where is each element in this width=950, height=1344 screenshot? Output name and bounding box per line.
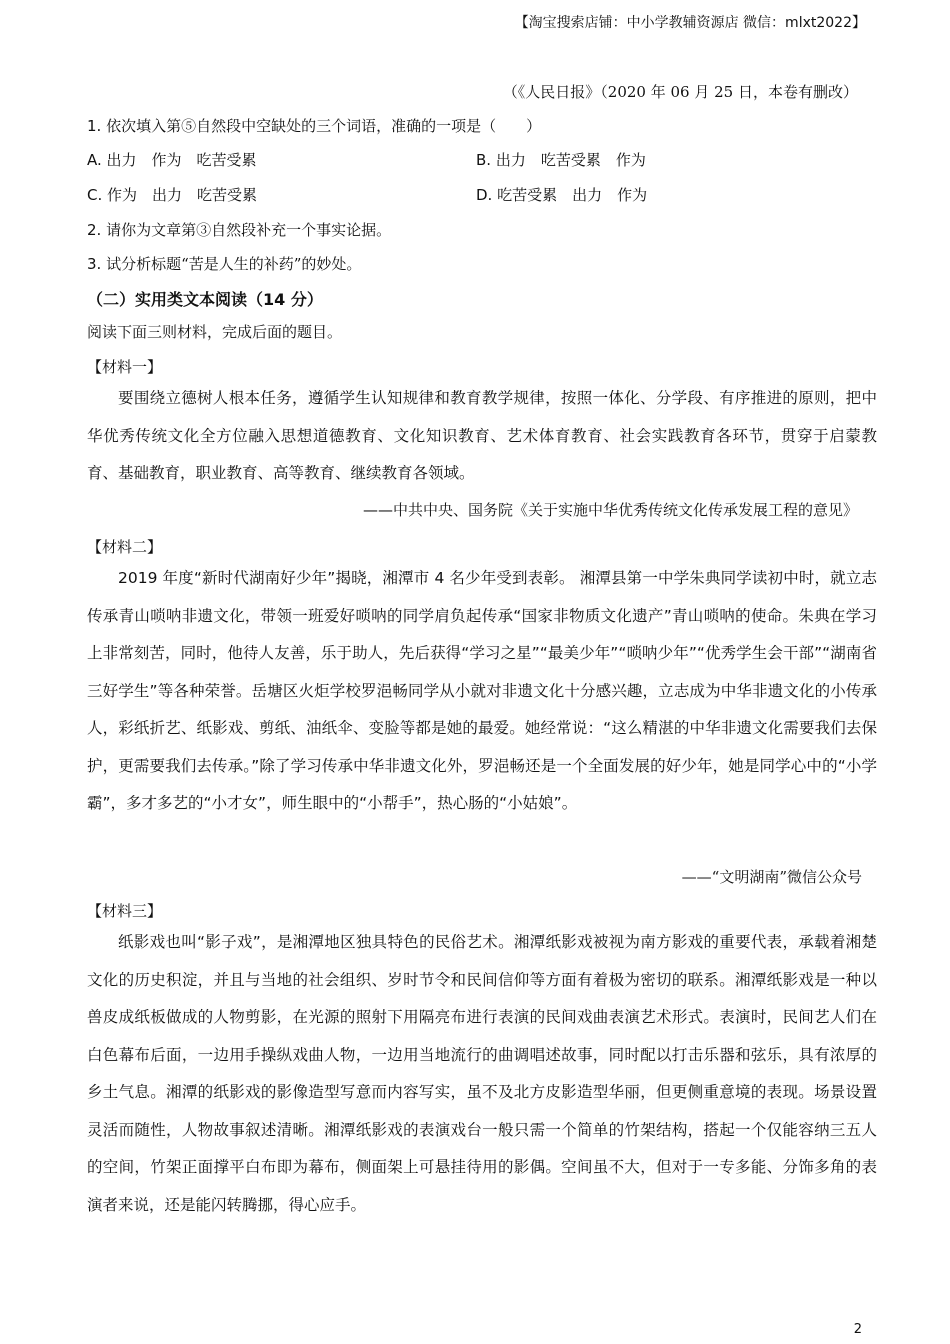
question-3 [87,253,361,274]
option-a [87,149,257,170]
option-letter: C. [87,186,103,204]
option-text: 出力 吃苦受累 作为 [495,151,646,169]
option-text: 作为 出力 吃苦受累 [107,186,258,204]
page-number: 2 [853,1322,862,1337]
question-2 [87,219,391,240]
section-intro: 阅读下面三则材料，完成后面的题目。 [87,323,343,341]
option-text: 出力 作为 吃苦受累 [106,151,257,169]
header-watermark: 【淘宝搜索店铺：中小学教辅资源店 微信：mlxt2022】 [514,15,866,31]
option-c [87,184,257,205]
question-number: 1. [87,117,102,135]
material-1-label: 【材料一】 [87,358,163,376]
material-1-text: 要围绕立德树人根本任务，遵循学生认知规律和教育教学规律，按照一体化、分学段、有序推进的原则，把中华优秀传统文化全方位融入思想道德教育、文化知识教育、艺术体育教育、社会实践教育各环节，贯穿于启蒙教育、基础教育，职业教育、高等教育、继续教育各领域。 [87,389,877,482]
material-3-label: 【材料三】 [87,902,163,920]
material-1-citation: ——中共中央、国务院《关于实施中华优秀传统文化传承发展工程的意见》 [362,501,858,519]
option-letter: D. [476,186,493,204]
material-2-text: 2019 年度“新时代湖南好少年”揭晓，湘潭市 4 名少年受到表彰。 湘潭县第一中学朱典同学读初中时，就立志传承青山唢呐非遗文化，带领一班爱好唢呐的同学肩负起传承“国家非物质文化遗产”青山唢呐的使命。朱典在学习上非常刻苦，同时，他待人友善，乐于助人，先后获得“学习之星”“最美少年”“唢呐少年”“优秀学生会干部”“湖南省三好学生”等各种荣誉。岳塘区火炬学校罗浥畅同学从小就对非遗文化十分感兴趣，立志成为中华非遗文化的小传承人，彩纸折艺、纸影戏、剪纸、油纸伞、变脸等都是她的最爱。她经常说：“这么精湛的中华非遗文化需要我们去保护，更需要我们去传承。”除了学习传承中华非遗文化外，罗浥畅还是一个全面发展的好少年，她是同学心中的“小学霸”，多才多艺的“小才女”，师生眼中的“小帮手”，热心肠的“小姑娘”。 [87,569,877,812]
option-letter: A. [87,151,102,169]
question-text: 试分析标题“苦是人生的补药”的妙处。 [106,255,362,273]
question-number: 2. [87,221,102,239]
material-3-text: 纸影戏也叫“影子戏”，是湘潭地区独具特色的民俗艺术。湘潭纸影戏被视为南方影戏的重要代表，承载着湘楚文化的历史积淀，并且与当地的社会组织、岁时节令和民间信仰等方面有着极为密切的联系。湘潭纸影戏是一种以兽皮成纸板做成的人物剪影，在光源的照射下用隔亮布进行表演的民间戏曲表演艺术形式。表演时，民间艺人们在白色幕布后面，一边用手操纵戏曲人物，一边用当地流行的曲调唱述故事，同时配以打击乐器和弦乐，具有浓厚的乡土气息。湘潭的纸影戏的影像造型写意而内容写实，虽不及北方皮影造型华丽，但更侧重意境的表现。场景设置灵活而随性，人物故事叙述清晰。湘潭纸影戏的表演戏台一般只需一个简单的竹架结构，搭起一个仅能容纳三五人的空间，竹架正面撑平白布即为幕布，侧面架上可悬挂待用的影偶。空间虽不大，但对于一专多能、分饰多角的表演者来说，还是能闪转腾挪，得心应手。 [87,933,877,1214]
source-citation: （《人民日报》（2020 年 06 月 25 日，本卷有删改） [502,83,858,101]
question-1 [87,115,541,136]
option-b [476,149,646,170]
option-letter: B. [476,151,492,169]
option-d [476,184,647,205]
question-number: 3. [87,255,102,273]
question-text: 请你为文章第③自然段补充一个事实论据。 [106,221,392,239]
material-2-label: 【材料二】 [87,538,163,556]
option-text: 吃苦受累 出力 作为 [497,186,648,204]
material-2-citation: ——“文明湖南”微信公众号 [681,868,862,886]
section-title: （二）实用类文本阅读（14 分） [87,290,323,309]
question-text: 依次填入第⑤自然段中空缺处的三个词语，准确的一项是（ ） [106,117,542,135]
